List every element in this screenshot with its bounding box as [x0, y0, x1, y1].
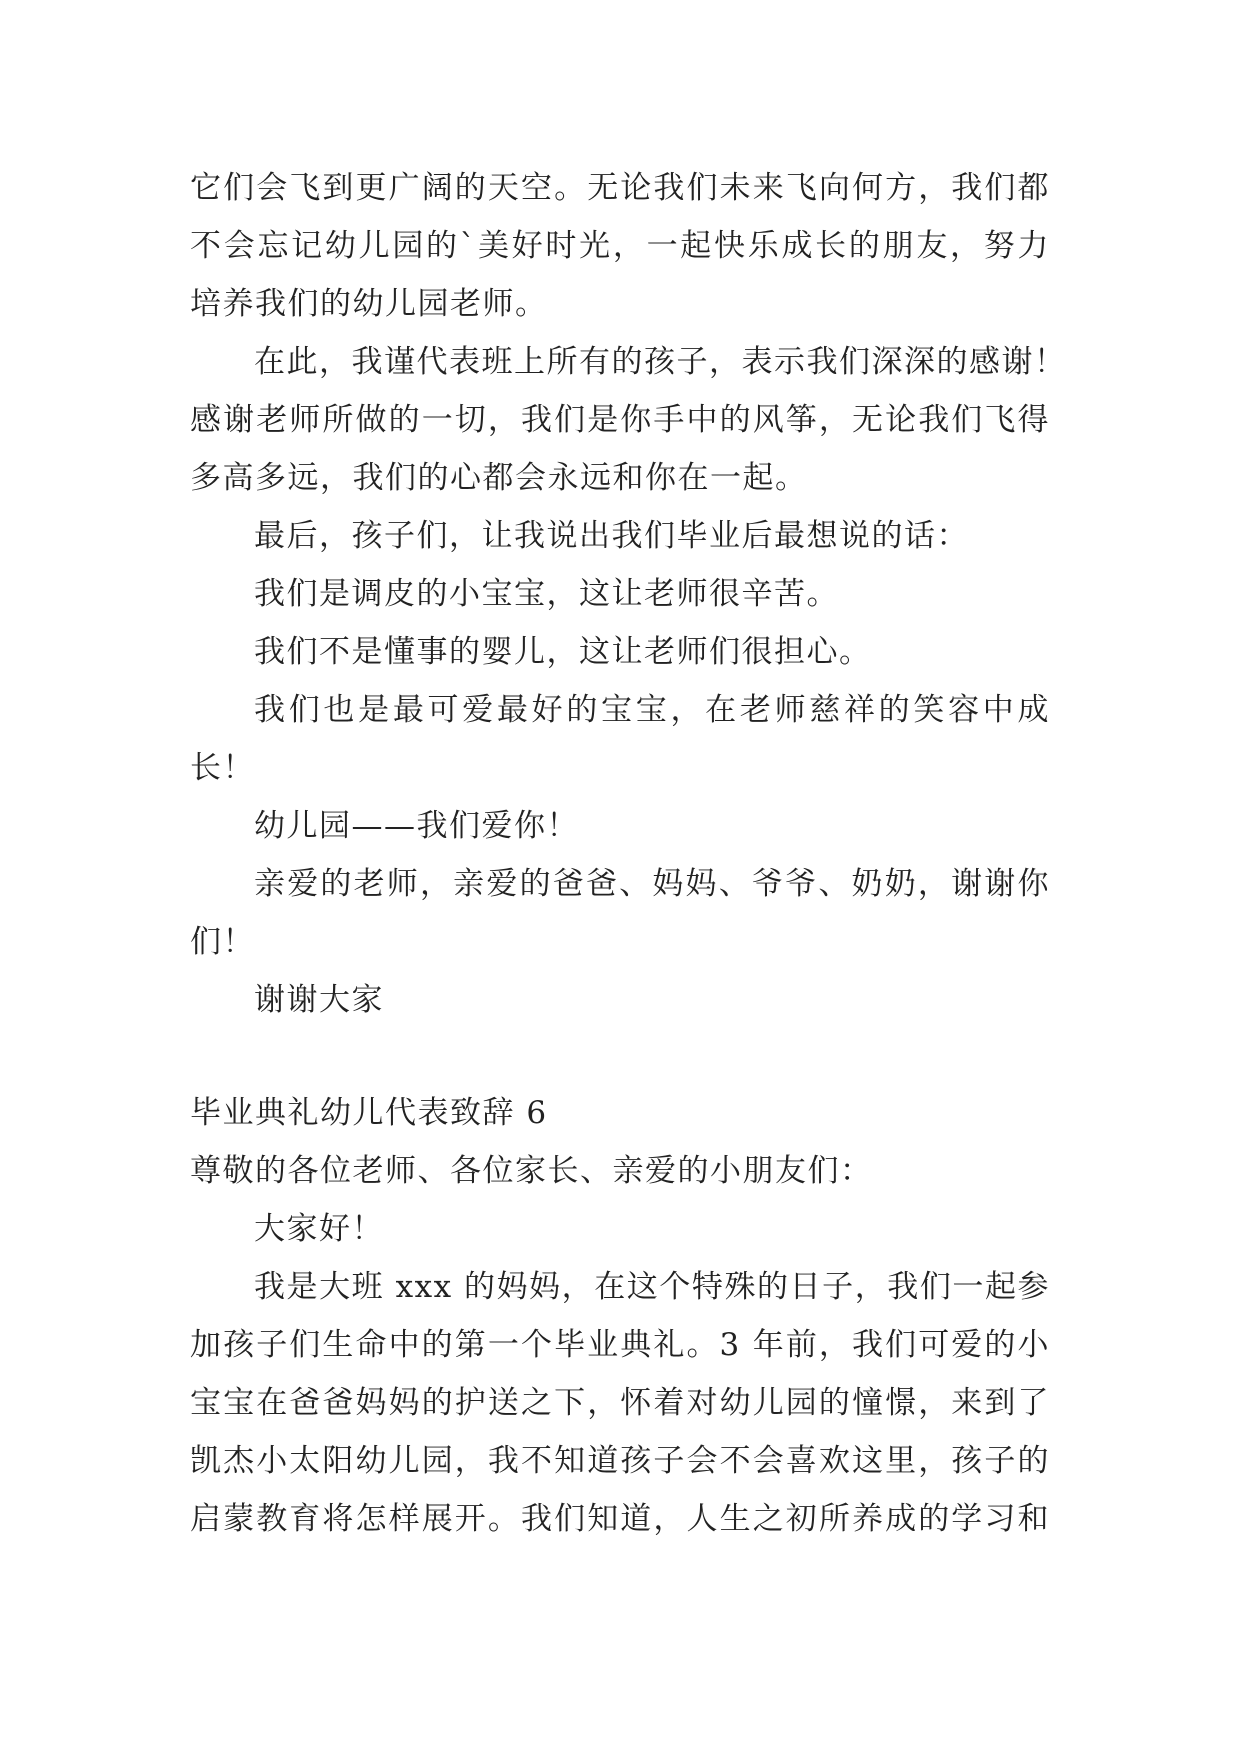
paragraph-line: 宝宝在爸爸妈妈的护送之下，怀着对幼儿园的憧憬，来到了 — [190, 1385, 1050, 1421]
greeting: 大家好！ — [254, 1211, 384, 1247]
paragraph-line: 我们是调皮的小宝宝，这让老师很辛苦。 — [254, 576, 839, 612]
section-title: 毕业典礼幼儿代表致辞 6 — [190, 1095, 548, 1131]
paragraph-line: 们！ — [190, 924, 255, 960]
salutation: 尊敬的各位老师、各位家长、亲爱的小朋友们： — [190, 1153, 873, 1189]
paragraph-line: 它们会飞到更广阔的天空。无论我们未来飞向何方，我们都 — [190, 170, 1050, 206]
paragraph-line: 培养我们的幼儿园老师。 — [190, 286, 548, 322]
paragraph-line: 长！ — [190, 750, 255, 786]
paragraph-line: 亲爱的老师，亲爱的爸爸、妈妈、爷爷、奶奶，谢谢你 — [254, 866, 1050, 902]
paragraph-line: 我们也是最可爱最好的宝宝，在老师慈祥的笑容中成 — [254, 692, 1050, 728]
paragraph-line: 我是大班 xxx 的妈妈，在这个特殊的日子，我们一起参 — [254, 1269, 1050, 1305]
paragraph-line: 我们不是懂事的婴儿，这让老师们很担心。 — [254, 634, 872, 670]
paragraph-line: 启蒙教育将怎样展开。我们知道，人生之初所养成的学习和 — [190, 1501, 1050, 1537]
paragraph-line: 幼儿园——我们爱你！ — [254, 808, 579, 844]
paragraph-line: 加孩子们生命中的第一个毕业典礼。3 年前，我们可爱的小 — [190, 1327, 1050, 1363]
paragraph-line: 多高多远，我们的心都会永远和你在一起。 — [190, 460, 808, 496]
paragraph-line: 凯杰小太阳幼儿园，我不知道孩子会不会喜欢这里，孩子的 — [190, 1443, 1050, 1479]
paragraph-line: 感谢老师所做的一切，我们是你手中的风筝，无论我们飞得 — [190, 402, 1050, 438]
paragraph-line: 在此，我谨代表班上所有的孩子，表示我们深深的感谢！ — [254, 344, 1067, 380]
paragraph-line: 最后，孩子们，让我说出我们毕业后最想说的话： — [254, 518, 969, 554]
paragraph-line: 谢谢大家 — [254, 982, 384, 1018]
paragraph-line: 不会忘记幼儿园的`美好时光，一起快乐成长的朋友，努力 — [190, 228, 1050, 264]
